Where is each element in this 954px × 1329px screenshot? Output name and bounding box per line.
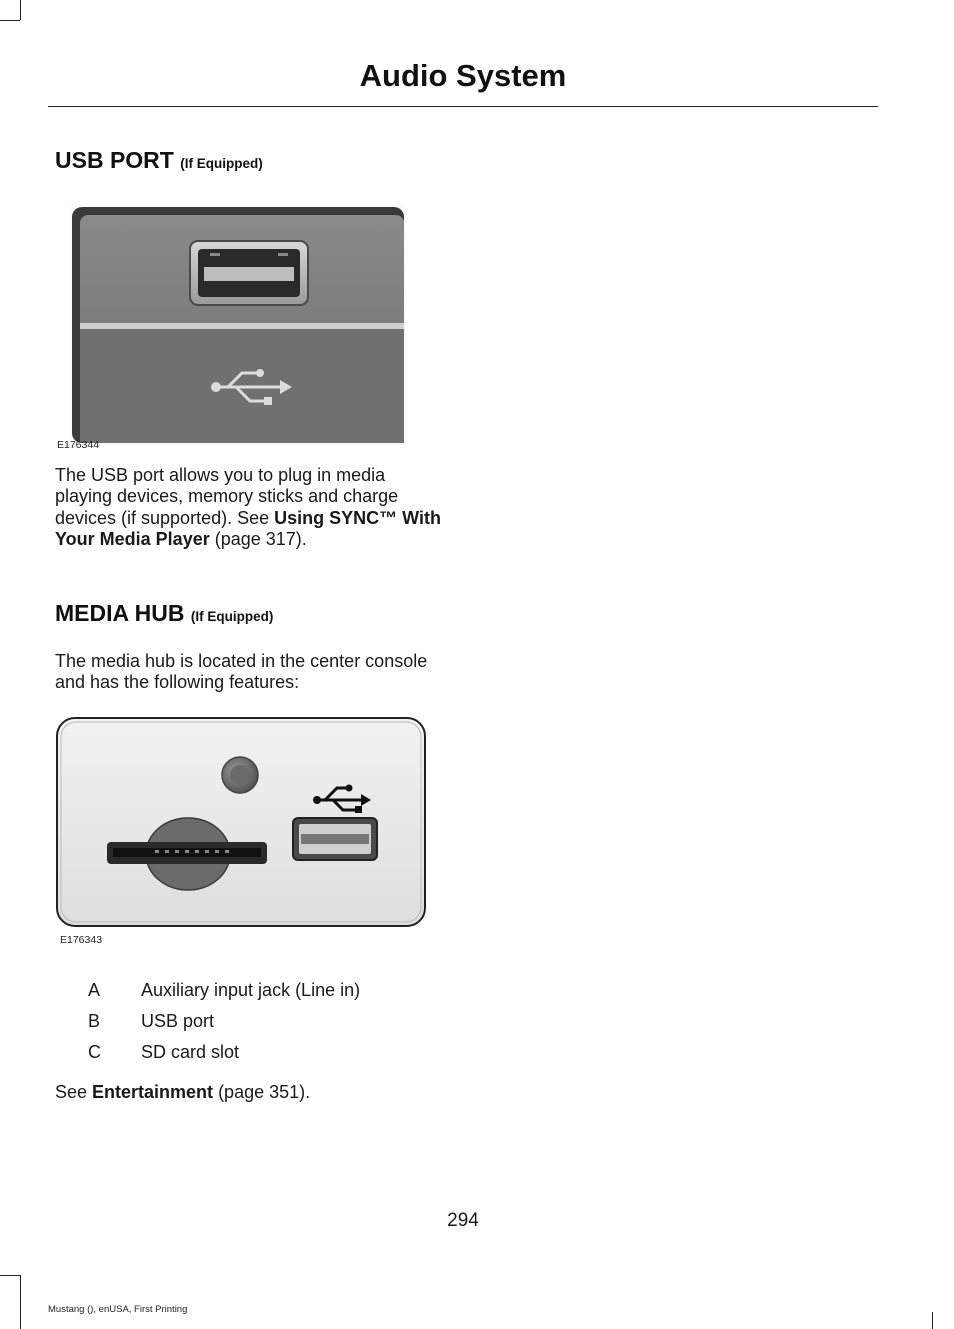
list-item-text: SD card slot <box>141 1042 240 1062</box>
list-item-text: USB port <box>141 1011 215 1031</box>
crop-mark <box>0 1275 20 1276</box>
media-hub-if-equipped: (If Equipped) <box>190 609 274 624</box>
usb-port-heading <box>55 147 263 174</box>
printing-info: Mustang (), enUSA, First Printing <box>48 1304 188 1315</box>
crop-mark <box>0 20 20 21</box>
crop-mark <box>932 1312 933 1329</box>
media-hub-illustration <box>55 714 429 930</box>
list-item-letter: C <box>88 1042 101 1062</box>
usb-port-figure <box>70 205 406 445</box>
usb-port-para-tail: (page 317). <box>209 528 307 549</box>
media-hub-figure <box>55 714 429 930</box>
page-number: 294 <box>447 1210 479 1231</box>
usb-port-illustration <box>70 205 406 445</box>
see-entertainment <box>55 1082 555 1103</box>
usb-port-heading-text: USB PORT <box>55 147 174 173</box>
media-hub-figure-code: E176343 <box>60 934 103 946</box>
usb-port-para-text: The USB port allows you to plug in media playing devices, memory sticks and charge devices (if supported). See <box>55 465 399 528</box>
crop-mark <box>20 0 21 20</box>
title-divider <box>48 106 878 107</box>
usb-port-if-equipped: (If Equipped) <box>180 156 263 171</box>
media-hub-heading <box>55 600 273 627</box>
see-tail: (page 351). <box>213 1082 311 1102</box>
list-item-letter: B <box>88 1011 101 1031</box>
see-link: Entertainment <box>92 1082 214 1102</box>
media-hub-heading-text: MEDIA HUB <box>55 600 185 626</box>
media-hub-intro: The media hub is located in the center console and has the following features: <box>55 651 428 693</box>
see-prefix: See <box>55 1082 93 1102</box>
usb-port-paragraph <box>55 465 447 550</box>
usb-port-figure-code: E176344 <box>57 439 100 451</box>
usb-port-para-link: Using SYNC™ With Your Media Player <box>55 507 441 549</box>
crop-mark <box>20 1275 21 1329</box>
list-item-text: Auxiliary input jack (Line in) <box>141 980 361 1000</box>
list-item-letter: A <box>88 980 101 1000</box>
page-title: Audio System <box>359 58 567 93</box>
